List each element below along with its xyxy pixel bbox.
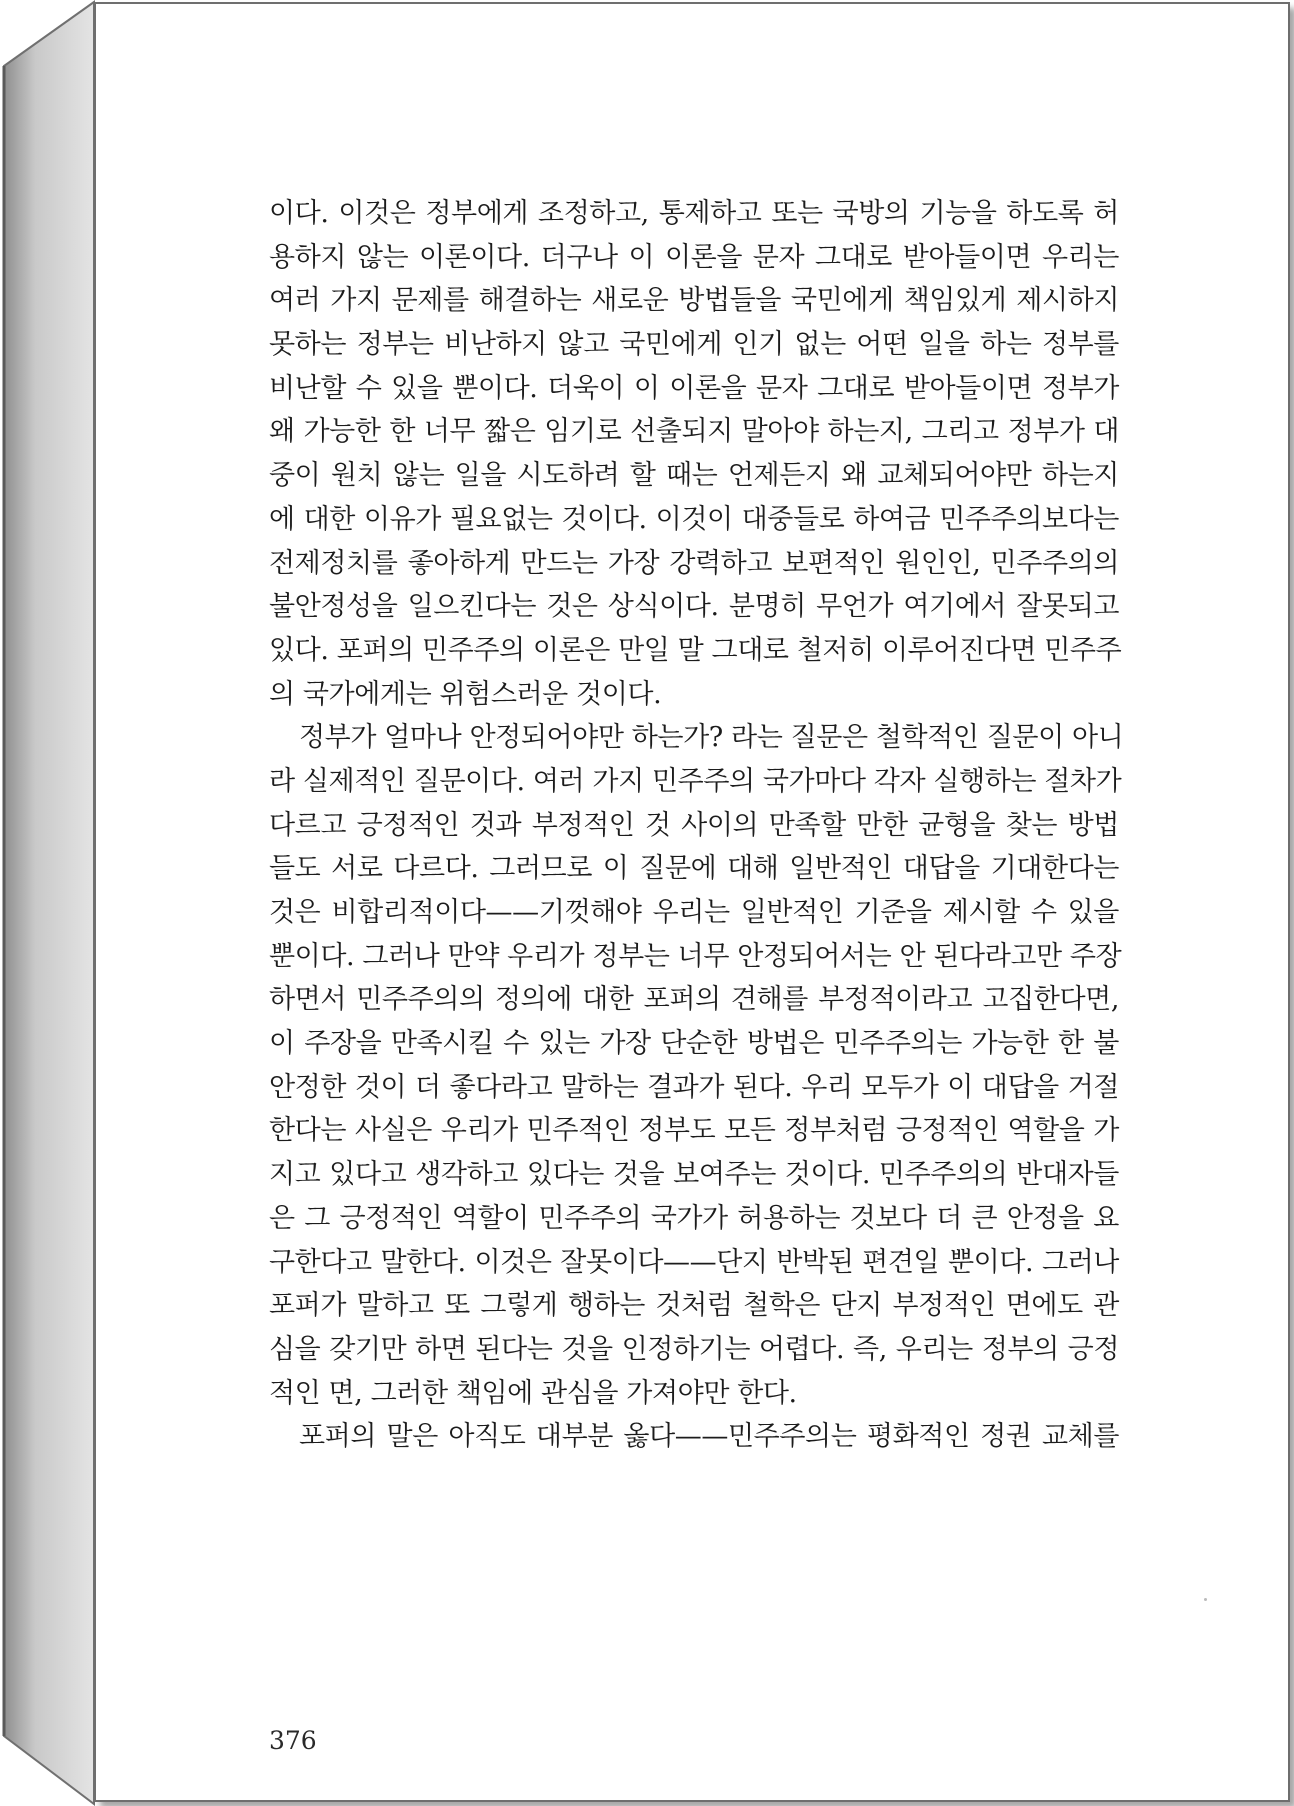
text-line: 전제정치를 좋아하게 만드는 가장 강력하고 보편적인 원인인, 민주주의의 [269, 547, 1119, 579]
text-line: 심을 갖기만 하면 된다는 것을 인정하기는 어렵다. 즉, 우리는 정부의 긍정 [269, 1333, 1119, 1365]
page-number: 376 [269, 1726, 317, 1755]
text-line: 것은 비합리적이다——기껏해야 우리는 일반적인 기준을 제시할 수 있을 [269, 897, 1119, 928]
text-line: 뿐이다. 그러나 만약 우리가 정부는 너무 안정되어서는 안 된다라고만 주장 [269, 940, 1122, 972]
text-line: 포퍼가 말하고 또 그렇게 행하는 것처럼 철학은 단지 부정적인 면에도 관 [269, 1290, 1119, 1322]
text-line: 못하는 정부는 비난하지 않고 국민에게 인기 없는 어떤 일을 하는 정부를 [269, 329, 1119, 361]
text-line: 중이 원치 않는 일을 시도하려 할 때는 언제든지 왜 교체되어야만 하는지 [269, 460, 1119, 492]
text-line: 의 국가에게는 위험스러운 것이다. [269, 678, 662, 710]
text-line: 포퍼의 말은 아직도 대부분 옳다——민주주의는 평화적인 정권 교체를 [299, 1421, 1119, 1453]
text-line: 불안정성을 일으킨다는 것은 상식이다. 분명히 무언가 여기에서 잘못되고 [269, 591, 1119, 623]
text-line: 에 대한 이유가 필요없는 것이다. 이것이 대중들로 하여금 민주주의보다는 [269, 503, 1119, 535]
text-line: 은 그 긍정적인 역할이 민주주의 국가가 허용하는 것보다 더 큰 안정을 요 [269, 1202, 1119, 1234]
text-line: 한다는 사실은 우리가 민주적인 정부도 모든 정부처럼 긍정적인 역할을 가 [269, 1115, 1119, 1147]
text-line: 안정한 것이 더 좋다라고 말하는 결과가 된다. 우리 모두가 이 대답을 거절 [269, 1071, 1119, 1103]
text-line: 있다. 포퍼의 민주주의 이론은 만일 말 그대로 철저히 이루어진다면 민주주 [269, 634, 1122, 666]
scan-speck [1204, 1598, 1207, 1601]
page-body-text [269, 192, 1124, 1459]
text-line: 하면서 민주주의의 정의에 대한 포퍼의 견해를 부정적이라고 고집한다면, [269, 984, 1119, 1016]
text-line: 들도 서로 다르다. 그러므로 이 질문에 대해 일반적인 대답을 기대한다는 [269, 853, 1119, 885]
text-line: 이 주장을 만족시킬 수 있는 가장 단순한 방법은 민주주의는 가능한 한 불 [269, 1028, 1119, 1060]
text-line: 비난할 수 있을 뿐이다. 더욱이 이 이론을 문자 그대로 받아들이면 정부가 [269, 372, 1119, 404]
text-line: 지고 있다고 생각하고 있다는 것을 보여주는 것이다. 민주주의의 반대자들 [269, 1159, 1119, 1191]
text-line: 라 실제적인 질문이다. 여러 가지 민주주의 국가마다 각자 실행하는 절차가 [269, 765, 1122, 797]
text-line: 용하지 않는 이론이다. 더구나 이 이론을 문자 그대로 받아들이면 우리는 [269, 241, 1119, 273]
text-line: 왜 가능한 한 너무 짧은 임기로 선출되지 말아야 하는지, 그리고 정부가 대 [269, 416, 1119, 448]
text-line: 정부가 얼마나 안정되어야만 하는가? 라는 질문은 철학적인 질문이 아니 [299, 722, 1124, 754]
text-line: 여러 가지 문제를 해결하는 새로운 방법들을 국민에게 책임있게 제시하지 [269, 285, 1119, 317]
text-line: 이다. 이것은 정부에게 조정하고, 통제하고 또는 국방의 기능을 하도록 허 [269, 198, 1119, 229]
text-line: 적인 면, 그러한 책임에 관심을 가져야만 한다. [269, 1377, 797, 1409]
text-line: 다르고 긍정적인 것과 부정적인 것 사이의 만족할 만한 균형을 찾는 방법 [269, 809, 1119, 841]
text-line: 구한다고 말한다. 이것은 잘못이다——단지 반박된 편견일 뿐이다. 그러나 [269, 1246, 1119, 1278]
